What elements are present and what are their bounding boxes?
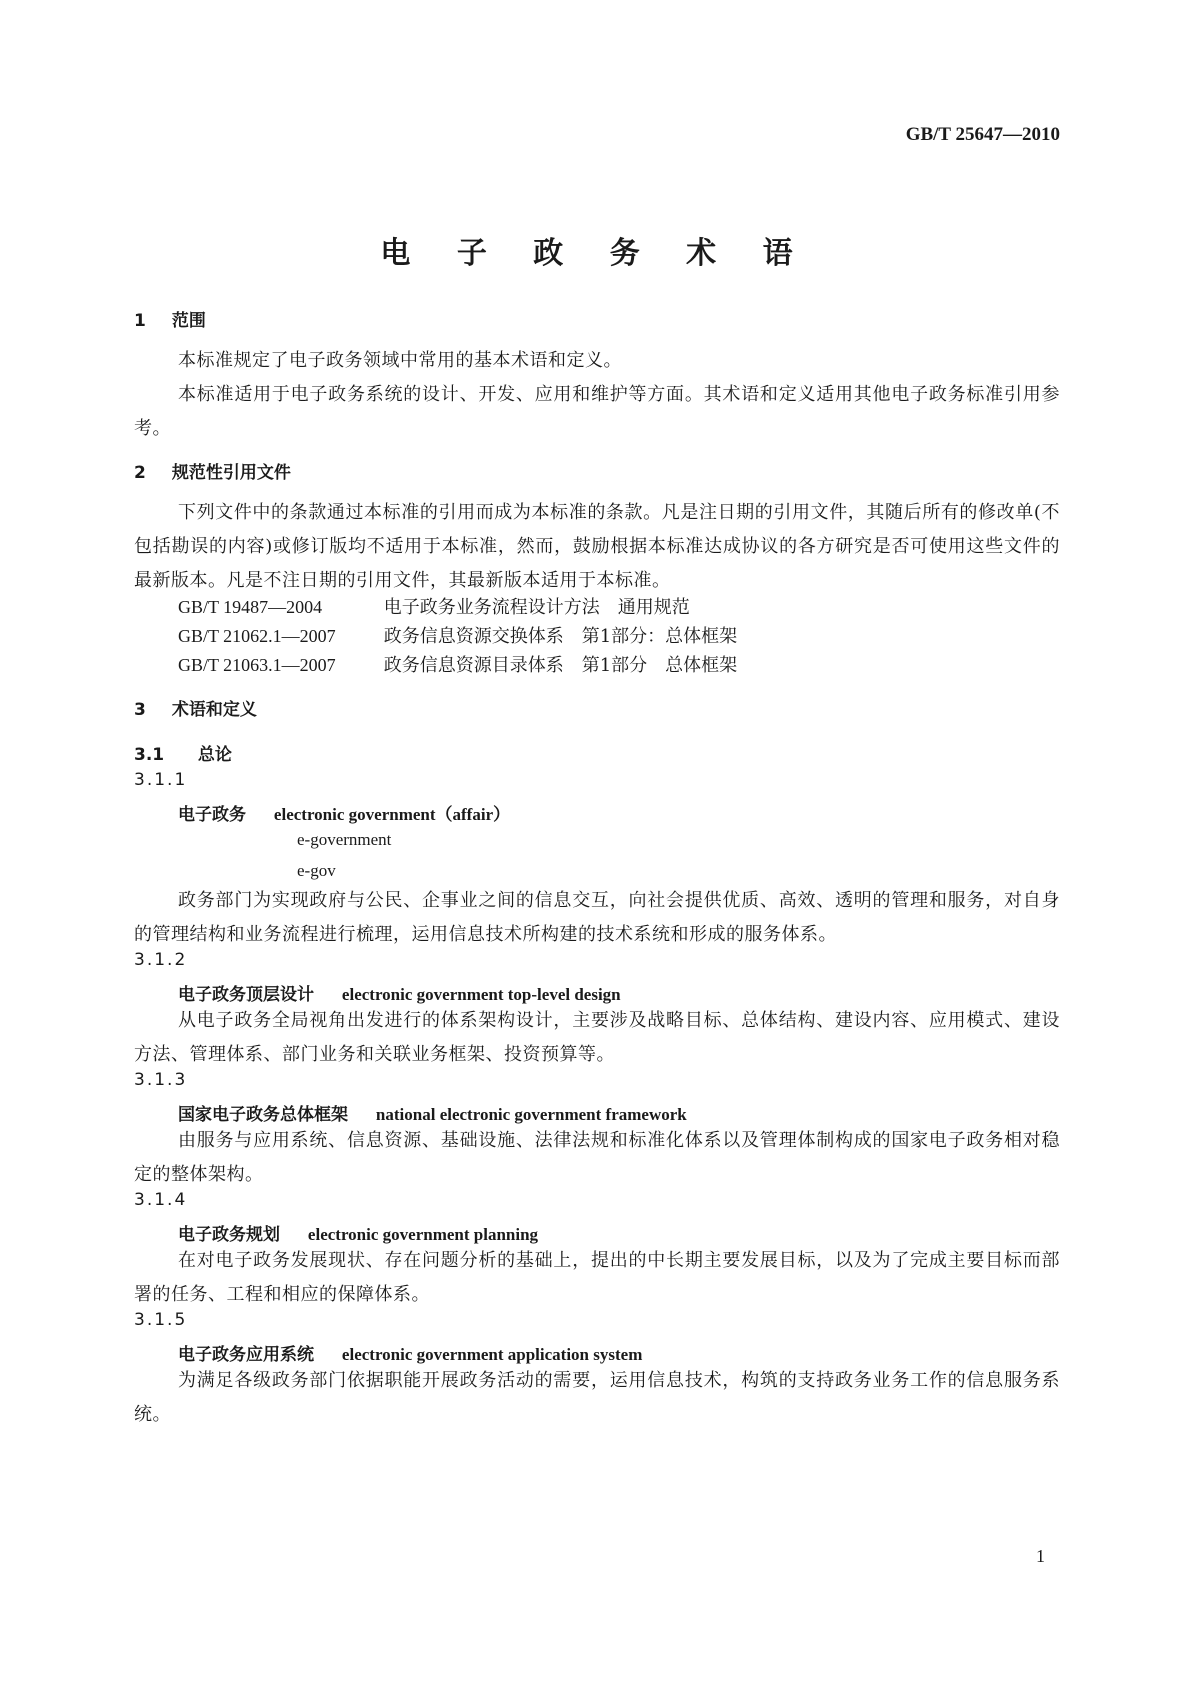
term-heading bbox=[178, 1100, 687, 1125]
term-definition: 为满足各级政务部门依据职能开展政务活动的需要，运用信息技术，构筑的支持政务业务工作的信息服务系统。 bbox=[134, 1370, 1060, 1425]
term-number: 3.1.2 bbox=[134, 950, 188, 970]
term-zh: 电子政务应用系统 bbox=[178, 1345, 314, 1365]
term-definition: 在对电子政务发展现状、存在问题分析的基础上，提出的中长期主要发展目标，以及为了完成主要目标而部署的任务、工程和相应的保障体系。 bbox=[134, 1250, 1060, 1305]
term-number: 3.1.4 bbox=[134, 1190, 188, 1210]
term-en: electronic government top-level design bbox=[341, 985, 621, 1004]
section-title: 范围 bbox=[171, 311, 206, 331]
term-number: 3.1.1 bbox=[134, 770, 188, 790]
term-synonym: e-gov bbox=[297, 861, 336, 880]
section-2-heading bbox=[134, 458, 291, 483]
term-synonym: e-government bbox=[297, 830, 392, 849]
standard-number: GB/T 25647—2010 bbox=[905, 124, 1060, 145]
term-definition: 由服务与应用系统、信息资源、基础设施、法律法规和标准化体系以及管理体制构成的国家电子政务相对稳定的整体架构。 bbox=[134, 1130, 1060, 1185]
document-title: 电 子 政 务 术 语 bbox=[380, 236, 811, 271]
section-3-heading bbox=[134, 695, 257, 720]
reference-code: GB/T 21063.1—2007 bbox=[178, 655, 336, 675]
term-heading bbox=[178, 1220, 538, 1245]
reference-title: 政务信息资源交换体系 第1部分：总体框架 bbox=[383, 626, 738, 647]
subsection-3-1-heading bbox=[134, 740, 232, 765]
term-en: national electronic government framework bbox=[375, 1105, 687, 1124]
term-heading bbox=[178, 1340, 642, 1365]
normative-reference bbox=[178, 651, 737, 677]
term-heading bbox=[178, 980, 621, 1005]
reference-title: 政务信息资源目录体系 第1部分 总体框架 bbox=[383, 655, 738, 676]
term-number: 3.1.5 bbox=[134, 1310, 188, 1330]
section-number: 3 bbox=[134, 700, 146, 720]
page-number: 1 bbox=[1036, 1546, 1045, 1566]
subsection-title: 总论 bbox=[197, 745, 232, 765]
reference-code: GB/T 19487—2004 bbox=[178, 597, 323, 617]
term-en: electronic government application system bbox=[341, 1345, 643, 1364]
term-number: 3.1.3 bbox=[134, 1070, 188, 1090]
term-zh: 电子政务规划 bbox=[178, 1225, 280, 1245]
section-1-heading bbox=[134, 306, 206, 331]
term-definition: 政务部门为实现政府与公民、企事业之间的信息交互，向社会提供优质、高效、透明的管理和服务，对自身的管理结构和业务流程进行梳理，运用信息技术所构建的技术系统和形成的服务体系。 bbox=[134, 890, 1060, 945]
term-heading bbox=[178, 800, 510, 825]
term-en: electronic government planning bbox=[307, 1225, 539, 1244]
section-2-para: 下列文件中的条款通过本标准的引用而成为本标准的条款。凡是注日期的引用文件，其随后所有的修改单(不包括勘误的内容)或修订版均不适用于本标准，然而，鼓励根据本标准达成协议的各方研究是否可使用这些文件的最新版本。凡是不注日期的引用文件，其最新版本适用于本标准。 bbox=[134, 502, 1060, 591]
term-zh: 电子政务顶层设计 bbox=[178, 985, 314, 1005]
section-title: 规范性引用文件 bbox=[171, 463, 291, 483]
term-definition: 从电子政务全局视角出发进行的体系架构设计，主要涉及战略目标、总体结构、建设内容、应用模式、建设方法、管理体系、部门业务和关联业务框架、投资预算等。 bbox=[134, 1010, 1060, 1065]
section-title: 术语和定义 bbox=[171, 700, 257, 720]
subsection-number: 3.1 bbox=[134, 745, 165, 765]
section-number: 2 bbox=[134, 463, 146, 483]
section-number: 1 bbox=[134, 311, 146, 331]
section-1-para-2: 本标准适用于电子政务系统的设计、开发、应用和维护等方面。其术语和定义适用其他电子政务标准引用参考。 bbox=[134, 384, 1060, 439]
term-zh: 电子政务 bbox=[178, 805, 246, 825]
term-en: electronic government（affair） bbox=[273, 805, 511, 824]
normative-reference bbox=[178, 622, 737, 648]
reference-title: 电子政务业务流程设计方法 通用规范 bbox=[383, 597, 690, 618]
normative-reference bbox=[178, 593, 690, 619]
reference-code: GB/T 21062.1—2007 bbox=[178, 626, 336, 646]
term-zh: 国家电子政务总体框架 bbox=[178, 1105, 348, 1125]
section-1-para-1: 本标准规定了电子政务领域中常用的基本术语和定义。 bbox=[178, 350, 622, 371]
